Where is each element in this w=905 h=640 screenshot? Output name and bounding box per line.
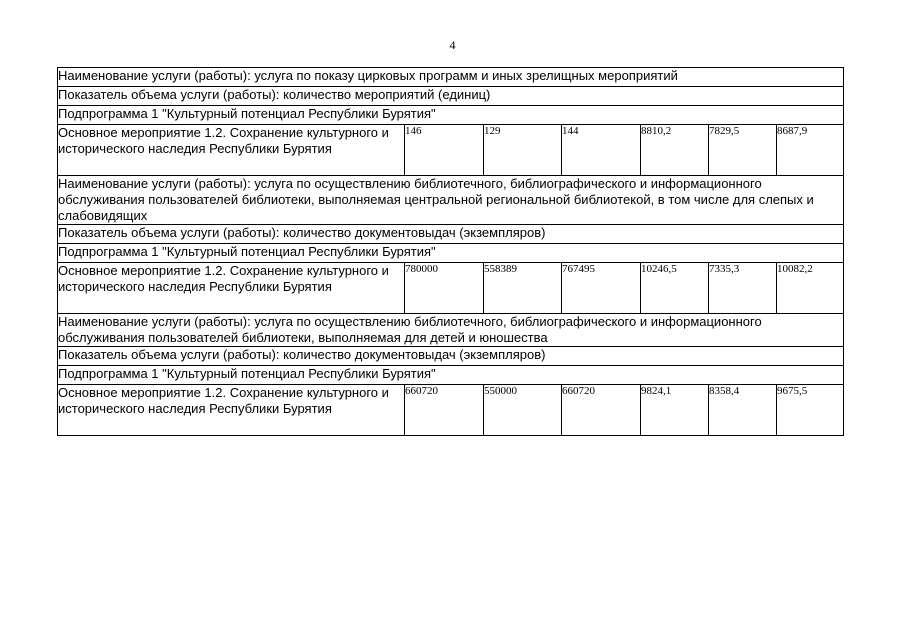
volume-indicator-cell: Показатель объема услуги (работы): количество мероприятий (единиц) <box>58 87 844 106</box>
table-row <box>58 87 844 106</box>
table-row <box>58 366 844 385</box>
activity-label-cell: Основное мероприятие 1.2. Сохранение культурного и исторического наследия Республики Бурятия <box>58 263 405 314</box>
table-row <box>58 263 844 314</box>
value-cell: 9824,1 <box>641 385 709 436</box>
activity-label-cell: Основное мероприятие 1.2. Сохранение культурного и исторического наследия Республики Бурятия <box>58 125 405 176</box>
value-cell: 780000 <box>405 263 484 314</box>
value-cell: 8687,9 <box>777 125 844 176</box>
volume-indicator-cell: Показатель объема услуги (работы): количество документовыдач (экземпляров) <box>58 347 844 366</box>
table-row <box>58 347 844 366</box>
subprogram-cell: Подпрограмма 1 "Культурный потенциал Республики Бурятия" <box>58 106 844 125</box>
value-cell: 9675,5 <box>777 385 844 436</box>
value-cell: 144 <box>562 125 641 176</box>
table-row <box>58 244 844 263</box>
service-name-cell: Наименование услуги (работы): услуга по показу цирковых программ и иных зрелищных мероприятий <box>58 68 844 87</box>
subprogram-cell: Подпрограмма 1 "Культурный потенциал Республики Бурятия" <box>58 366 844 385</box>
table-row <box>58 176 844 225</box>
subprogram-cell: Подпрограмма 1 "Культурный потенциал Республики Бурятия" <box>58 244 844 263</box>
value-cell: 550000 <box>484 385 562 436</box>
value-cell: 558389 <box>484 263 562 314</box>
value-cell: 10082,2 <box>777 263 844 314</box>
page-number: 4 <box>449 38 456 52</box>
table-row <box>58 225 844 244</box>
value-cell: 7335,3 <box>709 263 777 314</box>
value-cell: 660720 <box>405 385 484 436</box>
service-name-cell: Наименование услуги (работы): услуга по осуществлению библиотечного, библиографического и информационного обслуживания пользователей библиотеки, выполняемая центральной региональной библиотекой, в том числе для слепых и слабовидящих <box>58 176 844 225</box>
volume-indicator-cell: Показатель объема услуги (работы): количество документовыдач (экземпляров) <box>58 225 844 244</box>
table-row <box>58 125 844 176</box>
value-cell: 8358,4 <box>709 385 777 436</box>
services-table <box>57 67 844 436</box>
table-row <box>58 314 844 347</box>
table-row <box>58 385 844 436</box>
value-cell: 767495 <box>562 263 641 314</box>
value-cell: 146 <box>405 125 484 176</box>
table-row <box>58 68 844 87</box>
service-name-cell: Наименование услуги (работы): услуга по осуществлению библиотечного, библиографического и информационного обслуживания пользователей библиотеки, выполняемая для детей и юношества <box>58 314 844 347</box>
table-row <box>58 106 844 125</box>
activity-label-cell: Основное мероприятие 1.2. Сохранение культурного и исторического наследия Республики Бурятия <box>58 385 405 436</box>
value-cell: 8810,2 <box>641 125 709 176</box>
value-cell: 660720 <box>562 385 641 436</box>
value-cell: 7829,5 <box>709 125 777 176</box>
value-cell: 10246,5 <box>641 263 709 314</box>
value-cell: 129 <box>484 125 562 176</box>
